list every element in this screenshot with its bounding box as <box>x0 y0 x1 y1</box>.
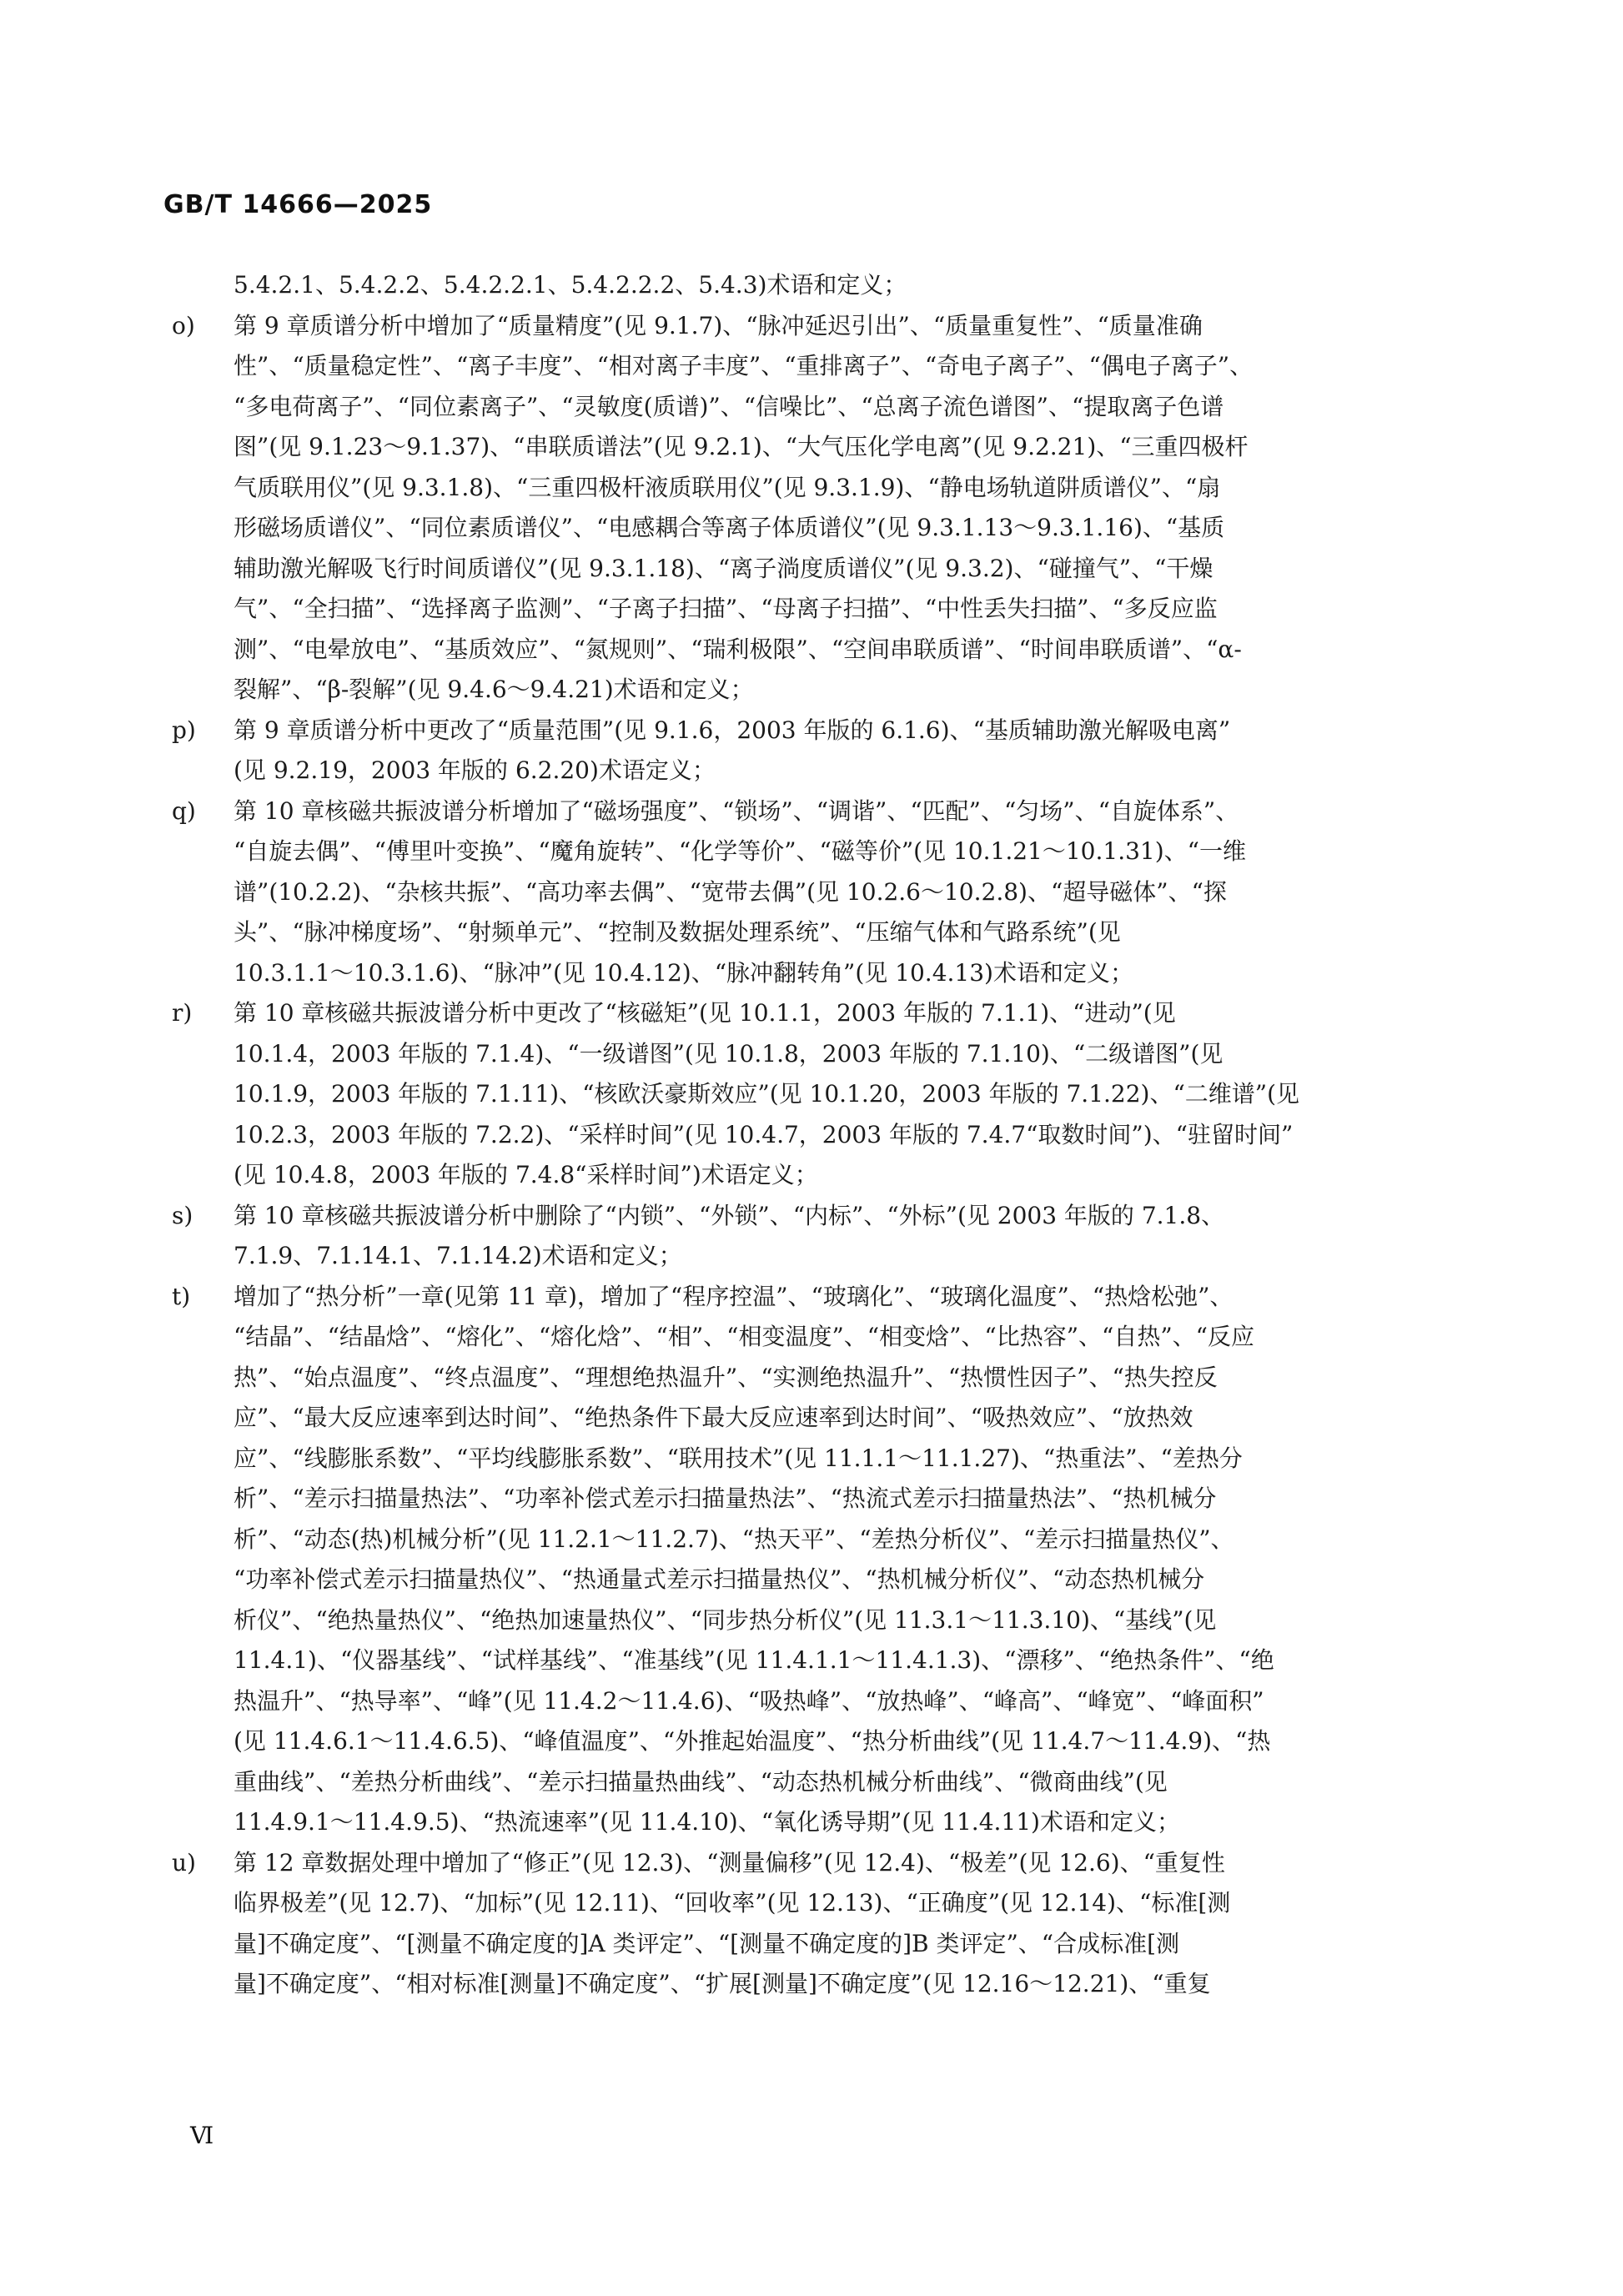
continuation-line: 5.4.2.1、5.4.2.2、5.4.2.2.1、5.4.2.2.2、5.4.3)术语和定义； <box>234 271 907 299</box>
text-line: 重曲线”、“差热分析曲线”、“差示扫描量热曲线”、“动态热机械分析曲线”、“微商曲线”(见 <box>234 1767 1168 1796</box>
text-line: 7.1.9、7.1.14.1、7.1.14.2)术语和定义； <box>234 1242 682 1269</box>
text-line: 第 9 章质谱分析中增加了“质量精度”(见 9.1.7)、“脉冲延迟引出”、“质量重复性”、“质量准确 <box>234 311 1203 339</box>
text-line: 图”(见 9.1.23～9.1.37)、“串联质谱法”(见 9.2.1)、“大气压化学电离”(见 9.2.21)、“三重四极杆 <box>234 433 1249 460</box>
text-line: (见 11.4.6.1～11.4.6.5)、“峰值温度”、“外推起始温度”、“热分析曲线”(见 11.4.7～11.4.9)、“热 <box>234 1727 1271 1755</box>
list-item-text <box>234 1196 1461 1277</box>
text-line: 裂解”、“β-裂解”(见 9.4.6～9.4.21)术语和定义； <box>234 676 754 703</box>
list-item-label: r) <box>172 999 193 1027</box>
text-line: 10.3.1.1～10.3.1.6)、“脉冲”(见 10.4.12)、“脉冲翻转角”(见 10.4.13)术语和定义； <box>234 958 1133 987</box>
list-item-text <box>234 791 1461 994</box>
text-line: 析”、“差示扫描量热法”、“功率补偿式差示扫描量热法”、“热流式差示扫描量热法”、“热机械分 <box>234 1485 1217 1512</box>
standard-code-header: GB/T 14666—2025 <box>163 190 433 219</box>
text-line: 10.2.3，2003 年版的 7.2.2)、“采样时间”(见 10.4.7，2003 年版的 7.4.7“取数时间”)、“驻留时间” <box>234 1120 1294 1148</box>
list-item <box>163 711 1461 791</box>
list-item-label: s) <box>172 1201 193 1229</box>
list-item-label: u) <box>172 1848 196 1876</box>
list-item-text <box>234 993 1461 1196</box>
text-line: 第 9 章质谱分析中更改了“质量范围”(见 9.1.6，2003 年版的 6.1.6)、“基质辅助激光解吸电离” <box>234 716 1231 744</box>
text-line: 10.1.9，2003 年版的 7.1.11)、“核欧沃豪斯效应”(见 10.1.20，2003 年版的 7.1.22)、“二维谱”(见 <box>234 1080 1300 1108</box>
text-line: “功率补偿式差示扫描量热仪”、“热通量式差示扫描量热仪”、“热机械分析仪”、“动态热机械分 <box>234 1565 1205 1593</box>
list-item <box>163 1196 1461 1277</box>
text-line: 应”、“线膨胀系数”、“平均线膨胀系数”、“联用技术”(见 11.1.1～11.1.27)、“热重法”、“差热分 <box>234 1444 1243 1472</box>
text-line: 量]不确定度”、“相对标准[测量]不确定度”、“扩展[测量]不确定度”(见 12.16～12.21)、“重复 <box>234 1970 1211 1997</box>
list-item <box>163 306 1461 711</box>
text-line: 谱”(10.2.2)、“杂核共振”、“高功率去偶”、“宽带去偶”(见 10.2.6～10.2.8)、“超导磁体”、“探 <box>234 877 1227 906</box>
text-line: 第 10 章核磁共振波谱分析增加了“磁场强度”、“锁场”、“调谐”、“匹配”、“匀场”、“自旋体系”、 <box>234 796 1239 825</box>
text-line: 量]不确定度”、“[测量不确定度的]A 类评定”、“[测量不确定度的]B 类评定”、“合成标准[测 <box>234 1929 1180 1957</box>
text-line: 第 10 章核磁共振波谱分析中更改了“核磁矩”(见 10.1.1，2003 年版的 7.1.1)、“进动”(见 <box>234 999 1176 1027</box>
list-item-text <box>234 711 1461 791</box>
text-line: (见 9.2.19，2003 年版的 6.2.20)术语定义； <box>234 756 716 784</box>
text-line: 10.1.4，2003 年版的 7.1.4)、“一级谱图”(见 10.1.8，2003 年版的 7.1.10)、“二级谱图”(见 <box>234 1039 1224 1068</box>
text-line: 性”、“质量稳定性”、“离子丰度”、“相对离子丰度”、“重排离子”、“奇电子离子”、“偶电子离子”、 <box>234 352 1254 379</box>
text-line: 头”、“脉冲梯度场”、“射频单元”、“控制及数据处理系统”、“压缩气体和气路系统”(见 <box>234 918 1121 946</box>
text-line: 析仪”、“绝热量热仪”、“绝热加速量热仪”、“同步热分析仪”(见 11.3.1～11.3.10)、“基线”(见 <box>234 1605 1217 1634</box>
list-item-label: t) <box>172 1282 191 1310</box>
list-item-label: p) <box>172 716 196 744</box>
page-number: Ⅵ <box>190 2122 214 2149</box>
text-line: “结晶”、“结晶焓”、“熔化”、“熔化焓”、“相”、“相变温度”、“相变焓”、“比热容”、“自热”、“反应 <box>234 1323 1254 1350</box>
text-line: 11.4.1)、“仪器基线”、“试样基线”、“准基线”(见 11.4.1.1～11.4.1.3)、“漂移”、“绝热条件”、“绝 <box>234 1646 1274 1674</box>
text-line: 热”、“始点温度”、“终点温度”、“理想绝热温升”、“实测绝热温升”、“热惯性因子”、“热失控反 <box>234 1363 1218 1391</box>
list-item-text <box>234 1843 1461 2005</box>
text-line: 形磁场质谱仪”、“同位素质谱仪”、“电感耦合等离子体质谱仪”(见 9.3.1.13～9.3.1.16)、“基质 <box>234 514 1225 541</box>
text-line: 第 10 章核磁共振波谱分析中删除了“内锁”、“外锁”、“内标”、“外标”(见 2003 年版的 7.1.8、 <box>234 1201 1225 1229</box>
list-item <box>163 993 1461 1196</box>
list-item-text <box>234 1277 1461 1843</box>
text-line: 临界极差”(见 12.7)、“加标”(见 12.11)、“回收率”(见 12.13)、“正确度”(见 12.14)、“标准[测 <box>234 1889 1231 1917</box>
text-line: 增加了“热分析”一章(见第 11 章)，增加了“程序控温”、“玻璃化”、“玻璃化温度”、“热焓松弛”、 <box>234 1282 1234 1310</box>
text-line: “多电荷离子”、“同位素离子”、“灵敏度(质谱)”、“信噪比”、“总离子流色谱图”、“提取离子色谱 <box>234 392 1224 420</box>
text-line: “自旋去偶”、“傅里叶变换”、“魔角旋转”、“化学等价”、“磁等价”(见 10.1.21～10.1.31)、“一维 <box>234 837 1246 865</box>
text-line: 11.4.9.1～11.4.9.5)、“热流速率”(见 11.4.10)、“氧化诱导期”(见 11.4.11)术语和定义； <box>234 1808 1180 1836</box>
text-line: 热温升”、“热导率”、“峰”(见 11.4.2～11.4.6)、“吸热峰”、“放热峰”、“峰高”、“峰宽”、“峰面积” <box>234 1686 1264 1715</box>
list-item-text <box>234 306 1461 711</box>
text-line: (见 10.4.8，2003 年版的 7.4.8“采样时间”)术语定义； <box>234 1161 818 1188</box>
list-item-label: q) <box>172 796 196 825</box>
list-item <box>163 791 1461 994</box>
list-item <box>163 1277 1461 1843</box>
text-line: 辅助激光解吸飞行时间质谱仪”(见 9.3.1.18)、“离子淌度质谱仪”(见 9.3.2)、“碰撞气”、“干燥 <box>234 554 1213 582</box>
document-body <box>163 265 1461 2005</box>
list-item-label: o) <box>172 311 195 339</box>
text-line: 气”、“全扫描”、“选择离子监测”、“子离子扫描”、“母离子扫描”、“中性丢失扫描”、“多反应监 <box>234 595 1218 622</box>
text-line: 析”、“动态(热)机械分析”(见 11.2.1～11.2.7)、“热天平”、“差热分析仪”、“差示扫描量热仪”、 <box>234 1525 1234 1553</box>
text-line: 第 12 章数据处理中增加了“修正”(见 12.3)、“测量偏移”(见 12.4)、“极差”(见 12.6)、“重复性 <box>234 1848 1225 1876</box>
text-line: 气质联用仪”(见 9.3.1.8)、“三重四极杆液质联用仪”(见 9.3.1.9)、“静电场轨道阱质谱仪”、“扇 <box>234 473 1221 501</box>
list-item <box>163 1843 1461 2005</box>
text-line: 应”、“最大反应速率到达时间”、“绝热条件下最大反应速率到达时间”、“吸热效应”、“放热效 <box>234 1404 1193 1431</box>
text-line: 测”、“电晕放电”、“基质效应”、“氮规则”、“瑞利极限”、“空间串联质谱”、“时间串联质谱”、“α- <box>234 635 1242 663</box>
